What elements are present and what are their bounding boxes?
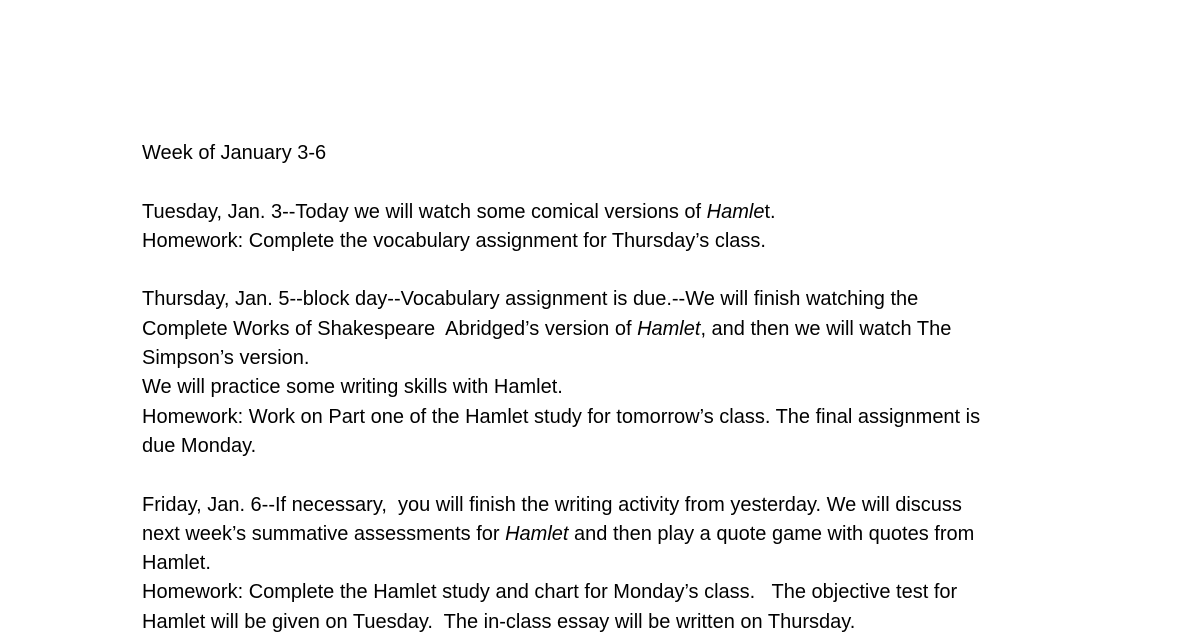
- tuesday-homework: Homework: Complete the vocabulary assignment for Thursday’s class.: [142, 229, 766, 252]
- thursday-text: Complete Works of Shakespeare Abridged’s version of: [142, 317, 638, 340]
- friday-text-end: and then play a quote game with quotes from: [568, 522, 975, 545]
- spacer: [142, 168, 1072, 197]
- hamlet-italic: Hamle: [706, 200, 765, 223]
- thursday-line-4: We will practice some writing skills with Hamlet.: [142, 376, 563, 399]
- hamlet-italic: Hamlet: [637, 317, 701, 340]
- tuesday-text-end: t.: [764, 200, 776, 223]
- spacer: [142, 461, 1072, 490]
- thursday-line-3: Simpson’s version.: [142, 347, 310, 370]
- thursday-text-end: , and then we will watch The: [700, 317, 952, 340]
- tuesday-text: Tuesday, Jan. 3--Today we will watch some comical versions of: [142, 200, 707, 223]
- document-body: [142, 139, 1072, 637]
- thursday-homework: Homework: Work on Part one of the Hamlet study for tomorrow’s class. The final assignment is: [142, 405, 981, 428]
- spacer: [142, 256, 1072, 285]
- friday-text: next week’s summative assessments for: [142, 522, 506, 545]
- tuesday-line-1: [142, 198, 1072, 227]
- hamlet-italic: Hamlet: [505, 522, 569, 545]
- friday-homework-end: Hamlet will be given on Tuesday. The in-class essay will be written on Thursday.: [142, 610, 856, 633]
- week-heading: Week of January 3-6: [142, 142, 327, 164]
- thursday-homework-end: due Monday.: [142, 434, 257, 457]
- thursday-line-2: [142, 315, 1072, 344]
- friday-homework: Homework: Complete the Hamlet study and chart for Monday’s class. The objective test for: [142, 581, 958, 604]
- friday-line-3: Hamlet.: [142, 552, 211, 575]
- friday-line-2: [142, 520, 1072, 549]
- thursday-line-1: Thursday, Jan. 5--block day--Vocabulary assignment is due.--We will finish watching the: [142, 288, 919, 311]
- friday-line-1: Friday, Jan. 6--If necessary, you will finish the writing activity from yesterday. We will discuss: [142, 493, 962, 516]
